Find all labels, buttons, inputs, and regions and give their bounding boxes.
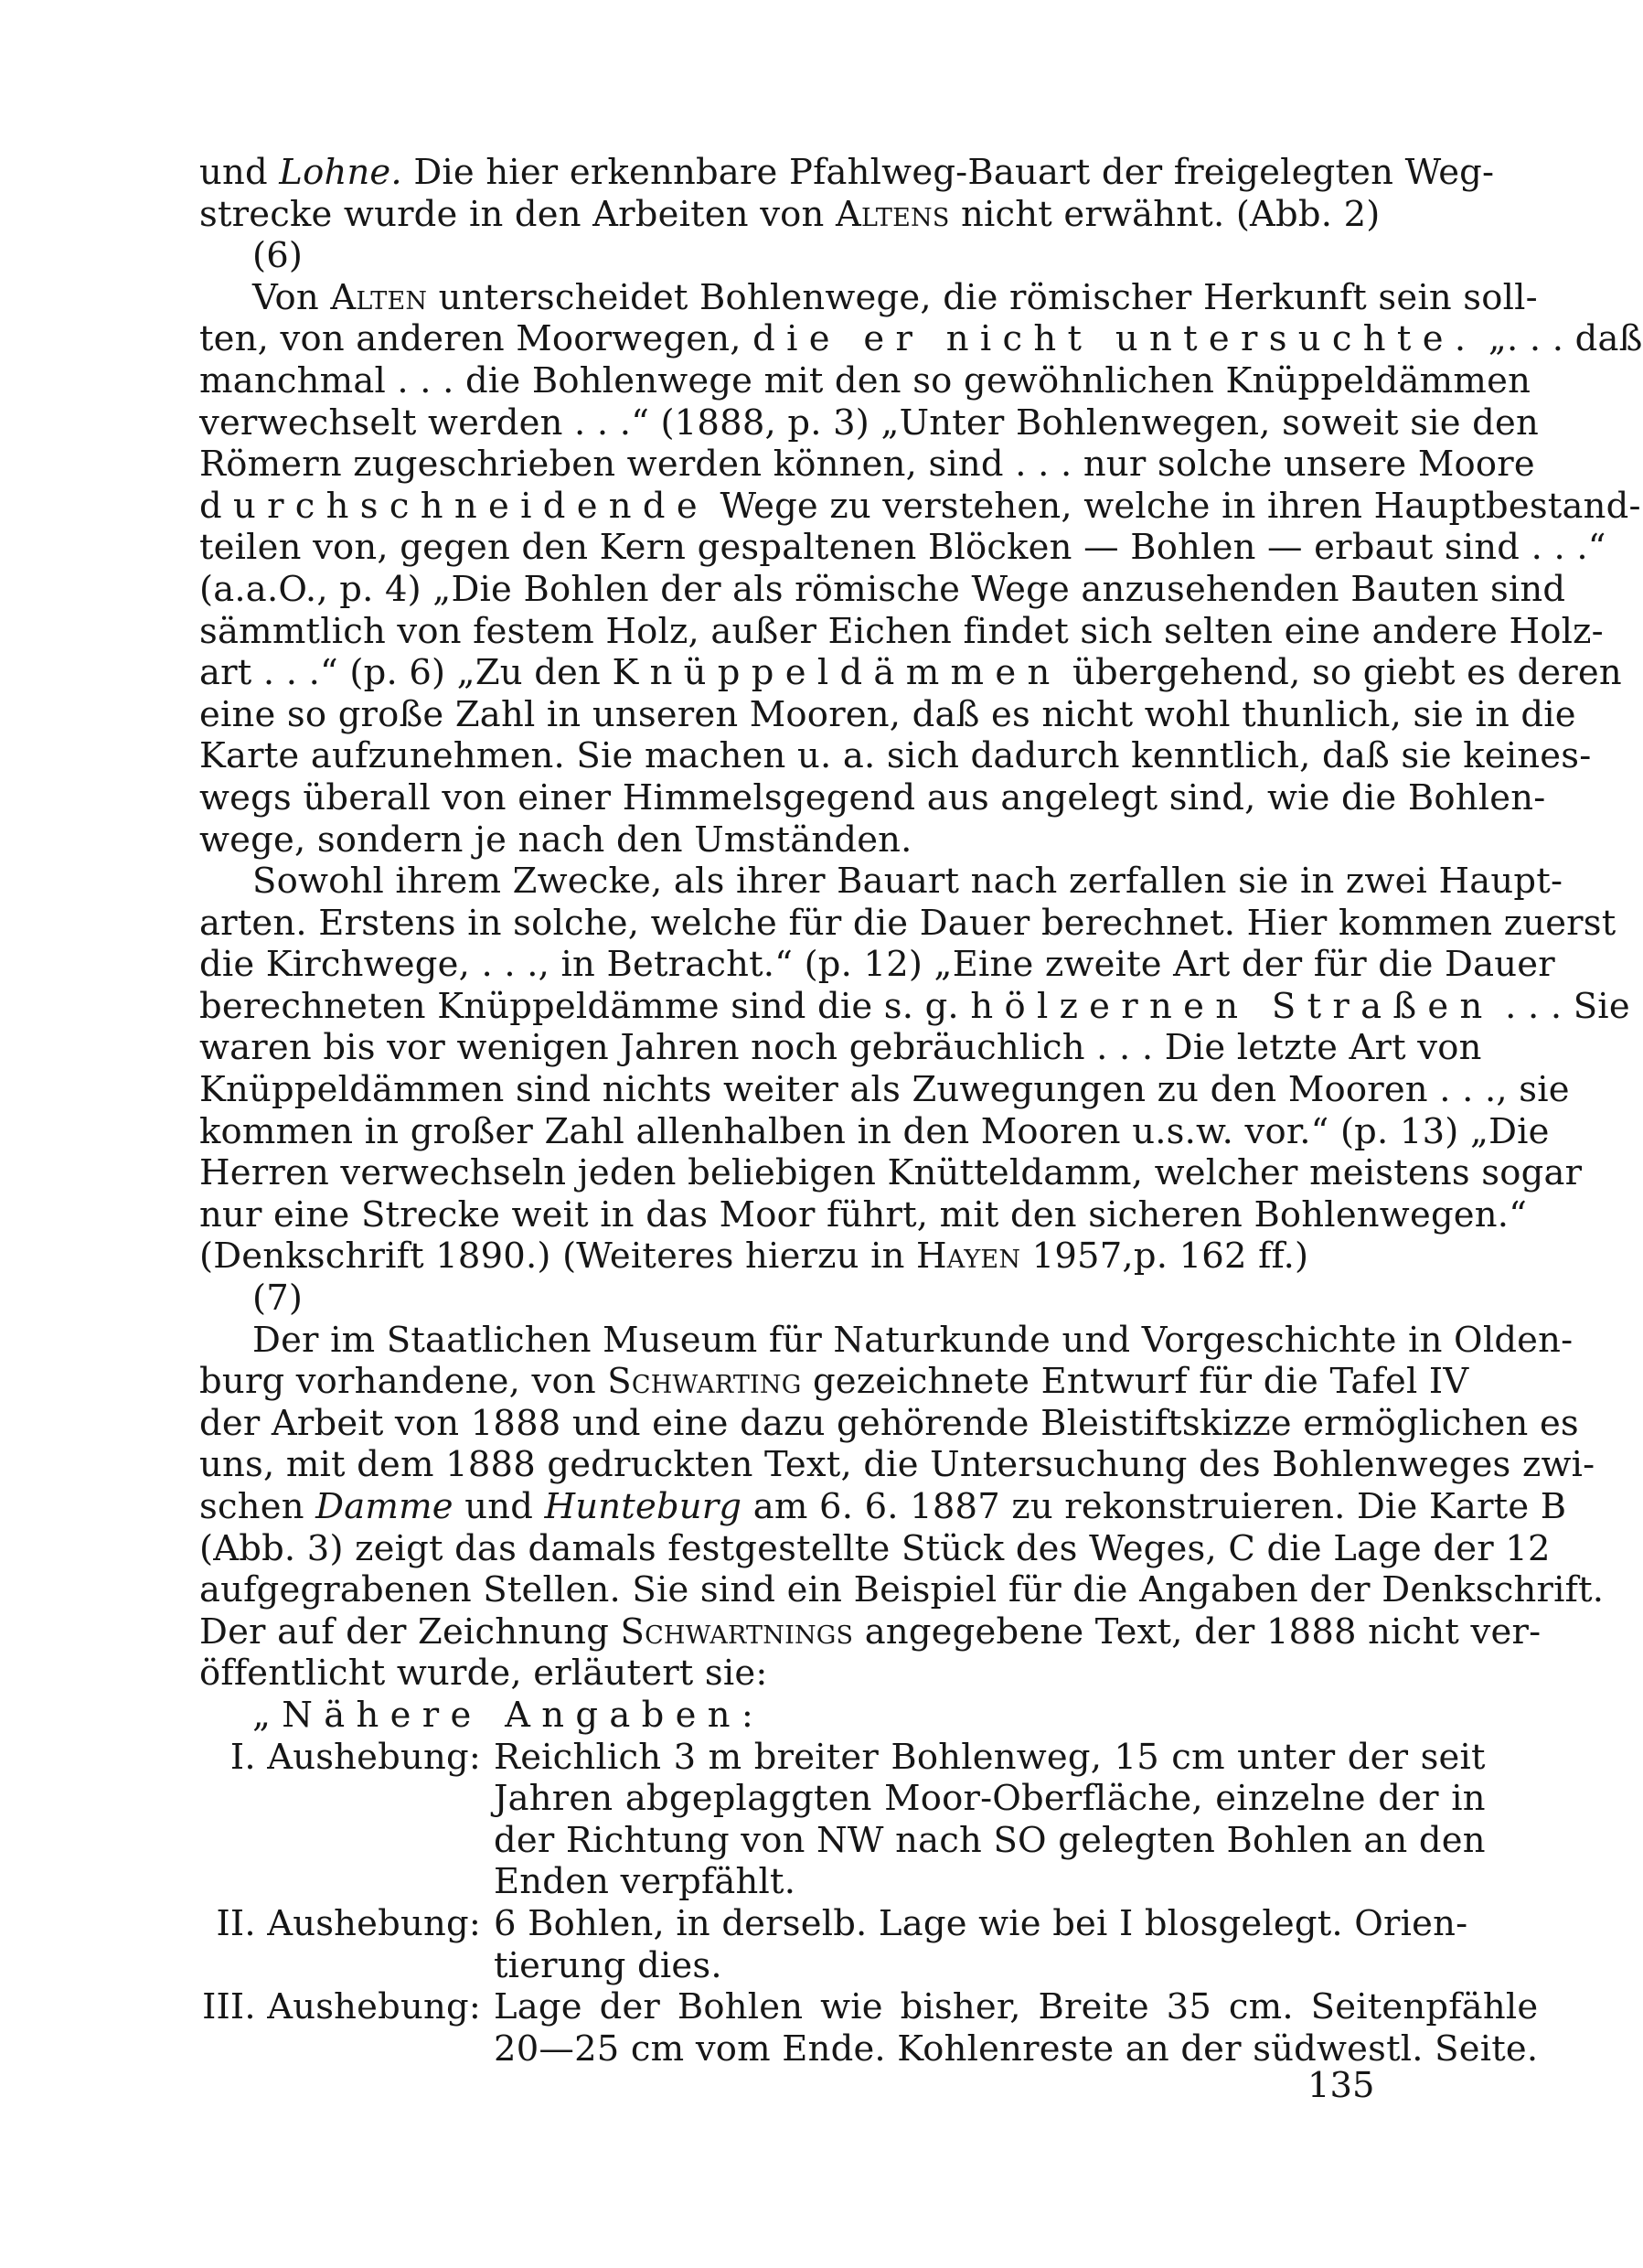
text-line: arten. Erstens in solche, welche für die Dauer berechnet. Hier kommen zuerst <box>199 902 1616 944</box>
text-line <box>199 318 1643 360</box>
excavation-entry <box>199 1902 1468 1986</box>
text-line: Herren verwechseln jeden beliebigen Knütteldamm, welcher meistens sogar <box>199 1152 1583 1194</box>
text-run: gezeichnete Entwurf für die Tafel IV <box>812 1361 1469 1403</box>
excavation-text <box>494 1986 1538 2070</box>
author-name: Schwarting <box>607 1361 802 1403</box>
text-line: (Abb. 3) zeigt das damals festgestellte Stück des Weges, C die Lage der 12 <box>199 1527 1551 1569</box>
author-name: Altens <box>835 193 950 235</box>
text-line: 20—25 cm vom Ende. Kohlenreste an der südwestl. Seite. <box>494 2027 1539 2070</box>
text-line <box>199 485 1641 528</box>
text-line: wegs überall von einer Himmelsgegend aus angelegt sind, wie die Bohlen- <box>199 776 1546 818</box>
text-run: ten, von anderen Moorwegen, <box>199 318 741 360</box>
text-run: Der auf der Zeichnung <box>199 1610 610 1653</box>
text-run: und <box>464 1486 534 1527</box>
text-line: Reichlich 3 m breiter Bohlenweg, 15 cm unter der seit <box>494 1736 1486 1778</box>
author-name: Hayen <box>916 1236 1021 1278</box>
text-line: wege, sondern je nach den Umständen. <box>199 818 912 861</box>
spaced-emphasis: durchschneidende <box>199 485 709 527</box>
text-line: manchmal . . . die Bohlenwege mit den so gewöhnlichen Knüppeldämmen <box>199 359 1531 401</box>
text-run: Die hier erkennbare Pfahlweg-Bauart der freigelegten Weg- <box>413 152 1495 193</box>
text-line: kommen in großer Zahl allenhalben in den Mooren u.s.w. vor.“ (p. 13) „Die <box>199 1110 1550 1152</box>
excavation-label: II. Aushebung: <box>216 1902 481 1944</box>
text-run: schen <box>199 1486 304 1527</box>
text-line <box>199 1236 1373 1278</box>
text-run: Von <box>252 276 319 318</box>
text-line: verwechselt werden . . .“ (1888, p. 3) „Unter Bohlenwegen, soweit sie den <box>199 401 1539 444</box>
text-line: Enden verpfählt. <box>494 1861 796 1903</box>
note-number: (6) <box>252 235 304 277</box>
text-run: und <box>199 152 268 193</box>
text-line <box>199 1361 1469 1403</box>
text-run: „. . . daß <box>1488 318 1643 360</box>
text-run: nicht erwähnt. (Abb. 2) <box>961 193 1381 235</box>
text-line: sämmtlich von festem Holz, außer Eichen findet sich selten eine andere Holz- <box>199 610 1604 652</box>
excavation-text <box>494 1737 1486 1903</box>
text-line: die Kirchwege, . . ., in Betracht.“ (p. 12) „Eine zweite Art der für die Dauer <box>199 944 1555 986</box>
text-line: (a.a.O., p. 4) „Die Bohlen der als römische Wege anzusehenden Bauten sind <box>199 568 1566 610</box>
text-line <box>199 276 1538 319</box>
page-number: 135 <box>1307 2065 1375 2106</box>
author-name: Schwartnings <box>620 1610 854 1653</box>
text-line: waren bis vor wenigen Jahren noch gebräuchlich . . . Die letzte Art von <box>199 1027 1482 1069</box>
body-text <box>199 152 1643 2070</box>
text-run: unterscheidet Bohlenwege, die römischer Herkunft sein soll- <box>438 276 1538 318</box>
text-run: am 6. 6. 1887 zu rekonstruieren. Die Karte B <box>752 1486 1567 1527</box>
text-line: der Richtung von NW nach SO gelegten Bohlen an den <box>494 1819 1486 1861</box>
spaced-emphasis: Knüppeldämmen <box>612 652 1062 694</box>
place-name: Damme <box>315 1486 453 1527</box>
text-line: öffentlicht wurde, erläutert sie: <box>199 1653 768 1695</box>
text-line: 6 Bohlen, in derselb. Lage wie bei I blosgelegt. Orien- <box>494 1902 1468 1944</box>
text-line: tierung dies. <box>494 1944 722 1986</box>
text-line: Lage der Bohlen wie bisher, Breite 35 cm. Seitenpfähle <box>494 1986 1539 2028</box>
text-line: teilen von, gegen den Kern gespaltenen Blöcken — Bohlen — erbaut sind . . .“ <box>199 527 1606 569</box>
text-line: aufgegrabenen Stellen. Sie sind ein Beispiel für die Angaben der Denkschrift. <box>199 1569 1605 1611</box>
text-run: Wege zu verstehen, welche in ihren Hauptbestand- <box>720 485 1641 527</box>
excavation-text <box>494 1903 1467 1986</box>
excavation-entry <box>199 1736 1486 1903</box>
place-name: Hunteburg <box>544 1486 742 1527</box>
text-line: Römern zugeschrieben werden können, sind . . . nur solche unsere Moore <box>199 444 1535 486</box>
spaced-emphasis: die er nicht untersuchte. <box>752 318 1478 360</box>
excavation-entry <box>199 1986 1539 2070</box>
text-line: eine so große Zahl in unseren Mooren, daß es nicht wohl thunlich, sie in die <box>199 693 1576 735</box>
text-line <box>199 152 1495 194</box>
excavation-label: III. Aushebung: <box>202 1986 481 2028</box>
author-name: Alten <box>330 276 428 318</box>
place-name: Lohne. <box>279 152 402 193</box>
text-line: der Arbeit von 1888 und eine dazu gehörende Bleistiftskizze ermöglichen es <box>199 1402 1579 1444</box>
text-run: berechneten Knüppeldämme sind die s. g. <box>199 985 959 1027</box>
text-line: Jahren abgeplaggten Moor-Oberfläche, einzelne der in <box>494 1778 1486 1820</box>
text-line: uns, mit dem 1888 gedruckten Text, die Untersuchung des Bohlenweges zwi- <box>199 1444 1595 1486</box>
text-line <box>199 193 1381 236</box>
text-line <box>199 652 1622 694</box>
spaced-emphasis: „Nähere Angaben: <box>252 1694 765 1736</box>
text-line: nur eine Strecke weit in das Moor führt, mit den sicheren Bohlenwegen.“ <box>199 1193 1528 1236</box>
note-number: (7) <box>252 1278 304 1320</box>
text-run: art . . .“ (p. 6) „Zu den <box>199 652 602 694</box>
excavation-label: I. Aushebung: <box>229 1736 481 1778</box>
text-run: angegebene Text, der 1888 nicht ver- <box>864 1610 1542 1653</box>
text-run: . . . Sie <box>1505 985 1630 1027</box>
text-line: Knüppeldämmen sind nichts weiter als Zuwegungen zu den Mooren . . ., sie <box>199 1069 1570 1111</box>
text-run: übergehend, so giebt es deren <box>1072 652 1622 694</box>
text-line: Karte aufzunehmen. Sie machen u. a. sich dadurch kenntlich, daß sie keines- <box>199 735 1592 777</box>
text-line <box>199 1695 1373 1737</box>
text-run: (Denkschrift 1890.) (Weiteres hierzu in <box>199 1236 905 1278</box>
text-run: burg vorhandene, von <box>199 1361 596 1403</box>
text-line <box>199 1486 1567 1528</box>
text-line: Sowohl ihrem Zwecke, als ihrer Bauart nach zerfallen sie in zwei Haupt- <box>252 861 1563 903</box>
text-line <box>199 985 1630 1028</box>
spaced-emphasis: hölzernen Straßen <box>970 985 1494 1027</box>
text-line <box>199 1610 1542 1653</box>
text-run: strecke wurde in den Arbeiten von <box>199 193 825 235</box>
text-line: Der im Staatlichen Museum für Naturkunde und Vorgeschichte in Olden- <box>252 1319 1574 1361</box>
text-run: 1957,p. 162 ff.) <box>1031 1236 1309 1278</box>
